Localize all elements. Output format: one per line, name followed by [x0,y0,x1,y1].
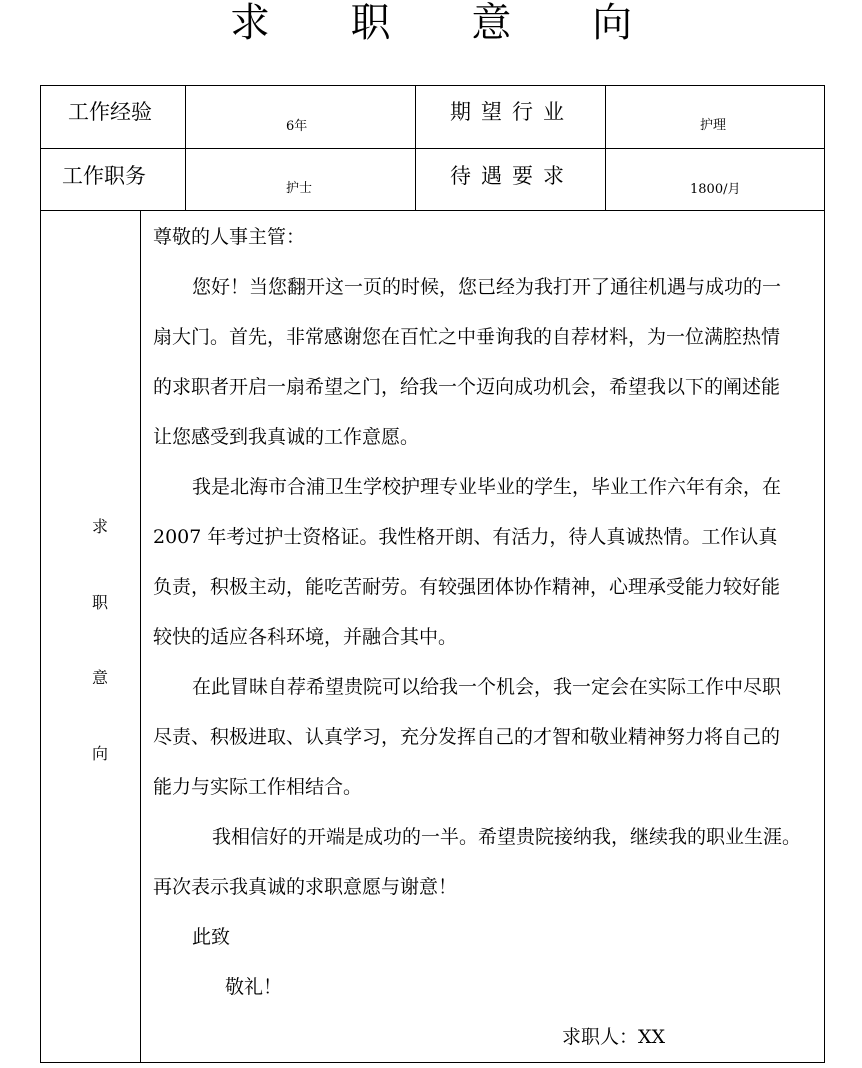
letter-line: 的求职者开启一扇希望之门，给我一个迈向成功机会，希望我以下的阐述能 [153,376,781,398]
side-label-char: 向 [91,744,108,763]
letter-line: 我相信好的开端是成功的一半。希望贵院接纳我，继续我的职业生涯。 [212,826,802,848]
salary-value: 1800/月 [690,182,741,197]
salary-label: 待遇要求 [450,164,574,188]
letter-closing: 此致 [192,926,231,948]
letter-greeting: 尊敬的人事主管： [153,226,306,248]
letter-line: 我是北海市合浦卫生学校护理专业毕业的学生，毕业工作六年有余，在 [192,476,782,498]
col-divider-side [140,210,141,1063]
letter-line: 扇大门。首先，非常感谢您在百忙之中垂询我的自荐材料，为一位满腔热情 [153,326,781,348]
col-divider [185,85,186,211]
letter-signature: 求职人：XX [562,1026,666,1048]
side-label-char: 求 [91,517,108,536]
side-label-char: 职 [91,593,108,612]
letter-line: 尽责、积极进取、认真学习，充分发挥自己的才智和敬业精神努力将自己的 [153,726,781,748]
table-border-top [40,85,825,86]
letter-line: 让您感受到我真诚的工作意愿。 [153,426,420,448]
letter-line: 2007 年考过护士资格证。我性格开朗、有活力，待人真诚热情。工作认真 [153,526,778,548]
letter-line: 较快的适应各科环境，并融合其中。 [153,626,458,648]
position-value: 护士 [286,181,313,196]
table-border-left [40,85,41,1063]
table-border-bottom [40,1062,825,1063]
position-label: 工作职务 [62,164,146,188]
side-label-char: 意 [91,668,108,687]
letter-line: 负责，积极主动，能吃苦耐劳。有较强团体协作精神，心理承受能力较好能 [153,576,781,598]
col-divider [605,85,606,211]
document-title: 求 职 意 向 [229,0,667,46]
row-divider [40,210,825,211]
letter-line: 在此冒昧自荐希望贵院可以给我一个机会，我一定会在实际工作中尽职 [192,676,782,698]
row-divider [40,148,825,149]
col-divider [415,85,416,211]
letter-line: 您好！当您翻开这一页的时候，您已经为我打开了通往机遇与成功的一 [192,276,782,298]
letter-salute: 敬礼！ [225,976,283,998]
experience-label: 工作经验 [68,100,152,124]
letter-line: 再次表示我真诚的求职意愿与谢意！ [153,876,458,898]
industry-value: 护理 [700,118,727,133]
experience-value: 6年 [286,119,308,134]
letter-line: 能力与实际工作相结合。 [153,776,363,798]
industry-label: 期望行业 [450,100,574,124]
